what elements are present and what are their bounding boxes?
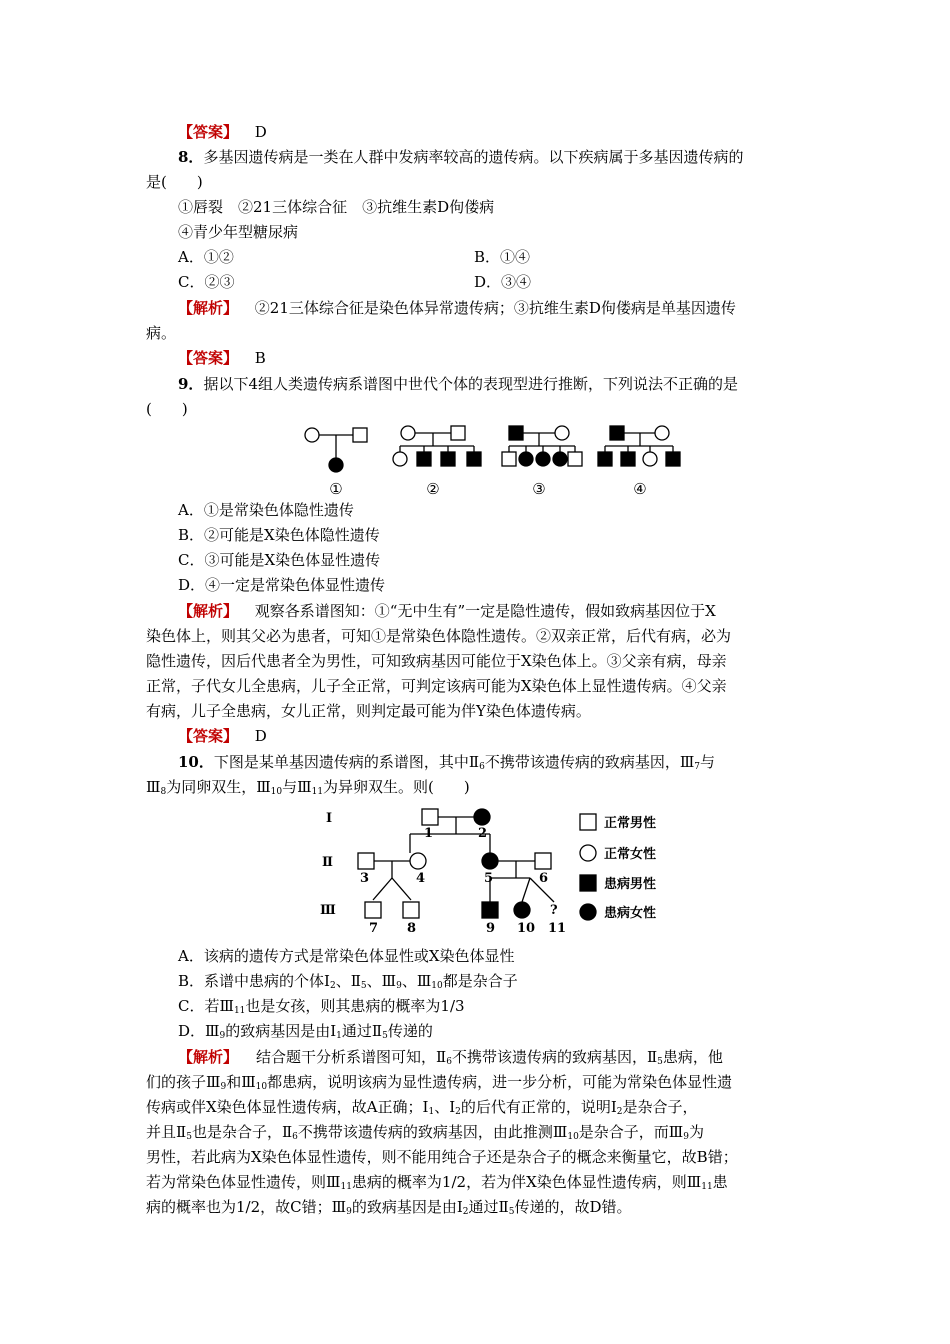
analysis-line2: 们的孩子$Ⅲ_9$和$Ⅲ_{10}$都患病，说明该病为显性遗传病，进一步分析，可能为常染色体显性遗 [146, 1073, 733, 1092]
affected-male-symbol [621, 452, 635, 466]
legend-label: 患病男性 [604, 877, 657, 892]
legend-normal-female-icon [580, 845, 596, 861]
question-10-line2: $Ⅲ_8$为同卵双生，$Ⅲ_{10}$与$Ⅲ_{11}$为异卵双生。则( ) [146, 778, 470, 797]
pedigree-figure-q10 [318, 802, 668, 942]
normal-female-symbol [410, 853, 426, 869]
affected-male-symbol [509, 426, 523, 440]
affected-male-symbol [482, 902, 498, 918]
option-a: A．①② [178, 248, 234, 266]
affected-male-symbol [441, 452, 455, 466]
option-c: C．②③ [178, 273, 235, 291]
answer-value: D [254, 727, 267, 745]
pedigree-1 [305, 428, 367, 472]
normal-male-symbol [451, 426, 465, 440]
affected-male-symbol [610, 426, 624, 440]
option-d: D．④一定是常染色体显性遗传 [178, 576, 386, 594]
question-number: 9． [178, 375, 204, 393]
analysis-line1 [178, 297, 736, 319]
question-8-line1 [178, 146, 743, 168]
individual-id: 11 [548, 921, 567, 936]
question-text: 据以下4组人类遗传病系谱图中世代个体的表现型进行推断，下列说法不正确的是 [203, 375, 738, 393]
pedigree-label: ③ [532, 480, 546, 498]
answer-tag: 【答案】 [178, 123, 239, 141]
pedigree-label: ① [329, 480, 343, 498]
individual-id: 9 [486, 921, 496, 936]
option-text: 的致病基因是由Ⅰ [225, 1022, 337, 1040]
individual-id: 10 [517, 921, 536, 936]
pedigree-2 [393, 426, 481, 466]
individual-id: 5 [484, 871, 494, 886]
analysis-tag: 【解析】 [178, 299, 239, 317]
individual-id: 4 [416, 871, 426, 886]
affected-male-symbol [417, 452, 431, 466]
question-text: 多基因遗传病是一类在人群中发病率较高的遗传病。以下疾病属于多基因遗传病的 [203, 148, 744, 166]
question-9-line1 [178, 373, 738, 395]
individual-id: 1 [424, 826, 434, 841]
question-8-line2: 是( ) [146, 173, 203, 191]
analysis-line4: 并且$Ⅱ_5$也是杂合子，$Ⅱ_6$不携带该遗传病的致病基因，由此推测$Ⅲ_{10}$是杂合子，而$Ⅲ_9$为 [146, 1123, 705, 1142]
answer-value: B [254, 349, 266, 367]
normal-male-symbol [353, 428, 367, 442]
analysis-line4: 正常，子代女儿全患病，儿子全正常，可判定该病可能为X染色体上显性遗传病。④父亲 [146, 677, 727, 695]
individual-id: 2 [478, 826, 488, 841]
normal-male-symbol [502, 452, 516, 466]
option-b: B．①④ [474, 248, 531, 266]
analysis-tag: 【解析】 [178, 602, 239, 620]
individual-id: 6 [539, 871, 549, 886]
analysis-line2: 染色体上，则其父必为患者，可知①是常染色体隐性遗传。②双亲正常，后代有病，必为 [146, 627, 732, 645]
affected-female-symbol [536, 452, 550, 466]
analysis-text: ②21三体综合征是染色体异常遗传病；③抗维生素D佝偻病是单基因遗传 [254, 299, 736, 317]
analysis-line5: 有病，儿子全患病，女儿正常，则判定最可能为伴Y染色体遗传病。 [146, 702, 591, 720]
option-text: 传递的 [387, 1022, 433, 1040]
normal-female-symbol [401, 426, 415, 440]
pedigree-4 [598, 426, 680, 466]
normal-female-symbol [555, 426, 569, 440]
normal-female-symbol [643, 452, 657, 466]
option-c: C．若$Ⅲ_{11}$也是女孩，则其患病的概率为1/3 [178, 997, 465, 1016]
legend-label: 正常女性 [604, 847, 657, 862]
affected-female-symbol [553, 452, 567, 466]
pedigree-label: ④ [633, 480, 647, 498]
individual-id: 3 [360, 871, 370, 886]
question-number: 8． [178, 148, 204, 166]
answer-line [178, 121, 267, 143]
answer-tag: 【答案】 [178, 727, 239, 745]
affected-female-symbol [482, 853, 498, 869]
normal-female-symbol [305, 428, 319, 442]
affected-female-symbol [514, 902, 530, 918]
affected-female-symbol [519, 452, 533, 466]
pedigree-figure-q9 [290, 420, 700, 500]
question-8-items1: ①唇裂 ②21三体综合征 ③抗维生素D佝偻病 [178, 198, 495, 216]
answer-line [178, 347, 266, 369]
legend-affected-female-icon [580, 904, 596, 920]
answer-line [178, 725, 267, 747]
analysis-line3: 隐性遗传，因后代患者全为男性，可知致病基因可能位于X染色体上。③父亲有病，母亲 [146, 652, 727, 670]
individual-id: 7 [369, 921, 379, 936]
unknown-marker: ? [550, 903, 558, 918]
analysis-line3: 传病或伴X染色体显性遗传病，故A正确；$Ⅰ_1$、$Ⅰ_2$的后代有正常的，说明$Ⅰ_2$是杂合子， [146, 1098, 698, 1117]
normal-female-symbol [393, 452, 407, 466]
normal-male-symbol [568, 452, 582, 466]
normal-male-symbol [403, 902, 419, 918]
analysis-tag: 【解析】 [178, 1048, 239, 1066]
option-b: B．系谱中患病的个体$Ⅰ_2$、$Ⅱ_5$、$Ⅲ_9$、$Ⅲ_{10}$都是杂合子 [178, 972, 518, 991]
option-c: C．③可能是X染色体显性遗传 [178, 551, 381, 569]
affected-male-symbol [467, 452, 481, 466]
option-text: 通过Ⅱ [341, 1022, 383, 1040]
individual-id: 8 [407, 921, 417, 936]
answer-value: D [254, 123, 267, 141]
option-d: D．$Ⅲ_9$的致病基因是由$Ⅰ_1$通过$Ⅱ_5$传递的 [178, 1022, 433, 1041]
option-d: D．③④ [474, 273, 532, 291]
generation-label: Ⅰ [326, 811, 333, 826]
option-b: B．②可能是X染色体隐性遗传 [178, 526, 380, 544]
analysis-text: 观察各系谱图知：①“无中生有”一定是隐性遗传，假如致病基因位于X [254, 602, 716, 620]
normal-male-symbol [365, 902, 381, 918]
question-number: 10． [178, 753, 214, 771]
analysis-line1 [178, 600, 716, 622]
analysis-line5: 男性，若此病为X染色体显性遗传，则不能用纯合子还是杂合子的概念来衡量它，故B错； [146, 1148, 738, 1166]
legend-label: 患病女性 [604, 906, 657, 921]
normal-male-symbol [535, 853, 551, 869]
affected-male-symbol [598, 452, 612, 466]
affected-female-symbol [474, 809, 490, 825]
normal-female-symbol [655, 426, 669, 440]
pedigree-label: ② [426, 480, 440, 498]
pedigree-3 [502, 426, 582, 466]
analysis-line1: 【解析】 结合题干分析系谱图可知，$Ⅱ_6$不携带该遗传病的致病基因，$Ⅱ_5$患病，他 [178, 1048, 723, 1067]
option-a: A．①是常染色体隐性遗传 [178, 501, 354, 519]
question-10-line1: 10．下图是某单基因遗传病的系谱图，其中$Ⅱ_6$不携带该遗传病的致病基因，$Ⅲ_7$与 [178, 753, 716, 772]
question-9-line2: ( ) [146, 400, 188, 418]
affected-male-symbol [666, 452, 680, 466]
generation-label: Ⅱ [322, 855, 333, 870]
analysis-line6: 若为常染色体显性遗传，则$Ⅲ_{11}$患病的概率为1/2，若为伴X染色体显性遗传病，则$Ⅲ_{11}$患 [146, 1173, 728, 1192]
option-a: A．该病的遗传方式是常染色体显性或X染色体显性 [178, 947, 515, 965]
answer-tag: 【答案】 [178, 349, 239, 367]
legend-normal-male-icon [580, 814, 596, 830]
legend-affected-male-icon [580, 875, 596, 891]
normal-male-symbol [422, 809, 438, 825]
affected-female-symbol [329, 458, 343, 472]
question-8-items2: ④青少年型糖尿病 [178, 223, 299, 241]
generation-label: Ⅲ [320, 903, 336, 918]
legend-label: 正常男性 [604, 816, 657, 831]
analysis-line2: 病。 [146, 324, 177, 342]
analysis-line7: 病的概率也为1/2，故C错；$Ⅲ_9$的致病基因是由$Ⅰ_2$通过$Ⅱ_5$传递的，故D错。 [146, 1198, 632, 1217]
normal-male-symbol [358, 853, 374, 869]
option-text: D．Ⅲ [178, 1022, 220, 1040]
